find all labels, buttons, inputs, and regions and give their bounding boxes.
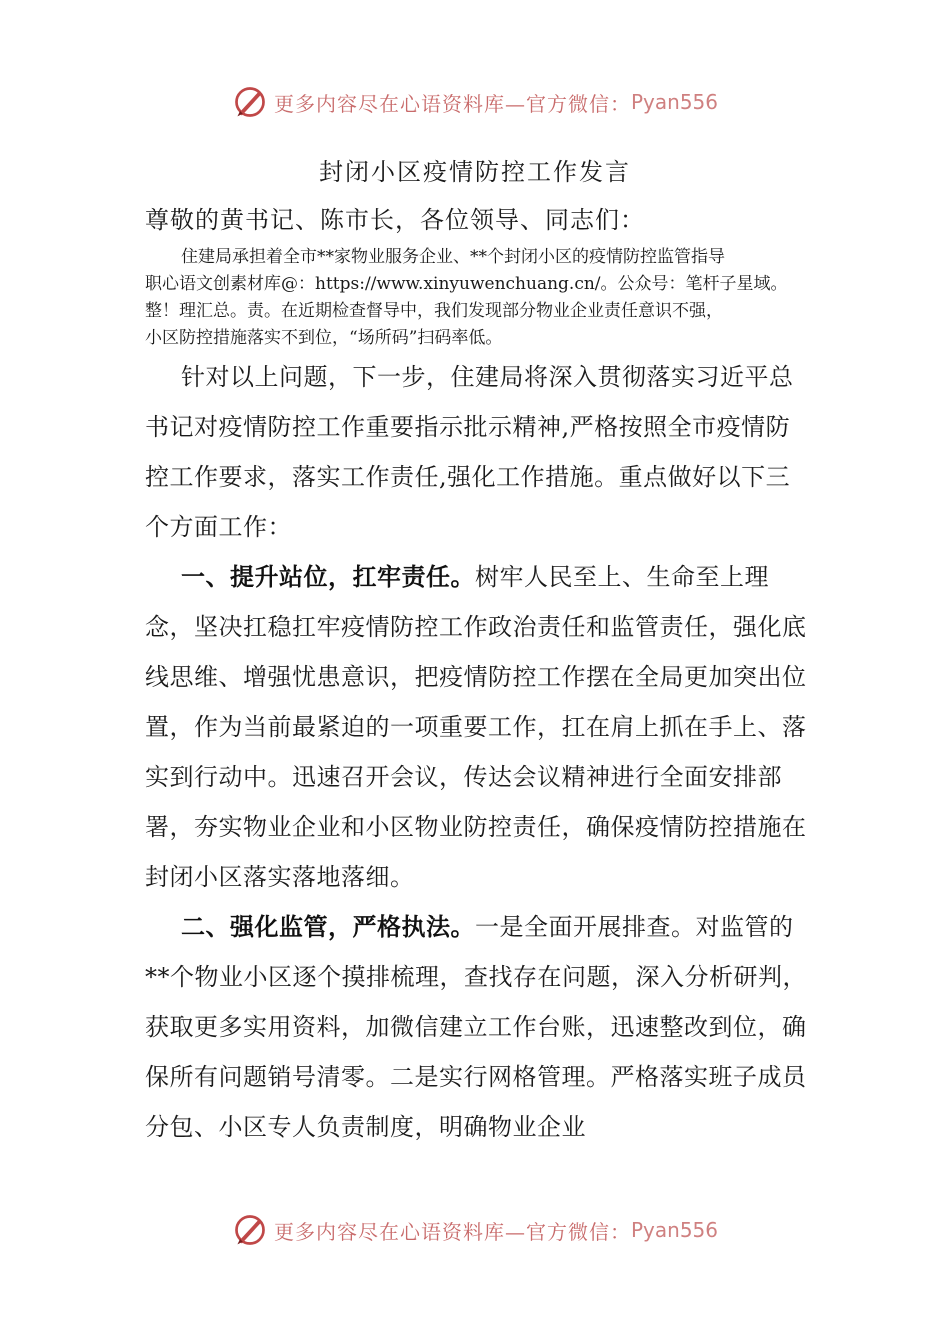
banner-account: Pyan556 [630, 1218, 718, 1242]
small-line: 职心语文创素材库@：https://www.xinyuwenchuang.cn/。公众号：笔杆子星域。 [145, 274, 788, 294]
pen-circle-logo-icon [232, 1212, 268, 1248]
intro-paragraph: 针对以上问题，下一步，住建局将深入贯彻落实习近平总书记对疫情防控工作重要指示批示精神,严格按照全市疫情防控工作要求，落实工作责任,强化工作措施。重点做好以下三个方面工作： [145, 363, 794, 541]
banner-text: 更多内容尽在心语资料库—官方微信： [273, 91, 631, 116]
banner-account: Pyan556 [630, 90, 718, 114]
banner-text: 更多内容尽在心语资料库—官方微信： [273, 1219, 631, 1244]
header-banner [0, 82, 950, 122]
footer-banner [0, 1210, 950, 1250]
document-body [145, 352, 810, 1152]
section-2-body: 一是全面开展排查。对监管的**个物业小区逐个摸排梳理，查找存在问题，深入分析研判，获取更多实用资料，加微信建立工作台账，迅速整改到位，确保所有问题销号清零。二是实行网格管理。严格落实班子成员分包、小区专人负责制度，明确物业企业 [145, 913, 807, 1141]
small-text-block [145, 244, 835, 352]
section-2-paragraph [145, 902, 810, 1152]
document-title: 封闭小区疫情防控工作发言 [319, 158, 631, 186]
section-1-body: 树牢人民至上、生命至上理念，坚决扛稳扛牢疫情防控工作政治责任和监管责任，强化底线思维、增强忧患意识，把疫情防控工作摆在全局更加突出位置，作为当前最紧迫的一项重要工作，扛在肩上抓在手上、落实到行动中。迅速召开会议，传达会议精神进行全面安排部署，夯实物业企业和小区物业防控责任，确保疫情防控措施在封闭小区落实落地落细。 [145, 563, 807, 891]
small-line: 住建局承担着全市**家物业服务企业、**个封闭小区的疫情防控监管指导 [181, 247, 725, 267]
pen-circle-logo-icon [232, 84, 268, 120]
small-line: 小区防控措施落实不到位，“场所码”扫码率低。 [145, 328, 503, 348]
section-1-heading: 一、提升站位，扛牢责任。 [181, 562, 475, 591]
small-line: 整！理汇总。责。在近期检查督导中，我们发现部分物业企业责任意识不强， [145, 301, 723, 321]
section-1-paragraph [145, 552, 810, 902]
salutation: 尊敬的黄书记、陈市长，各位领导、同志们： [145, 206, 645, 234]
section-2-heading: 二、强化监管，严格执法。 [181, 912, 475, 941]
